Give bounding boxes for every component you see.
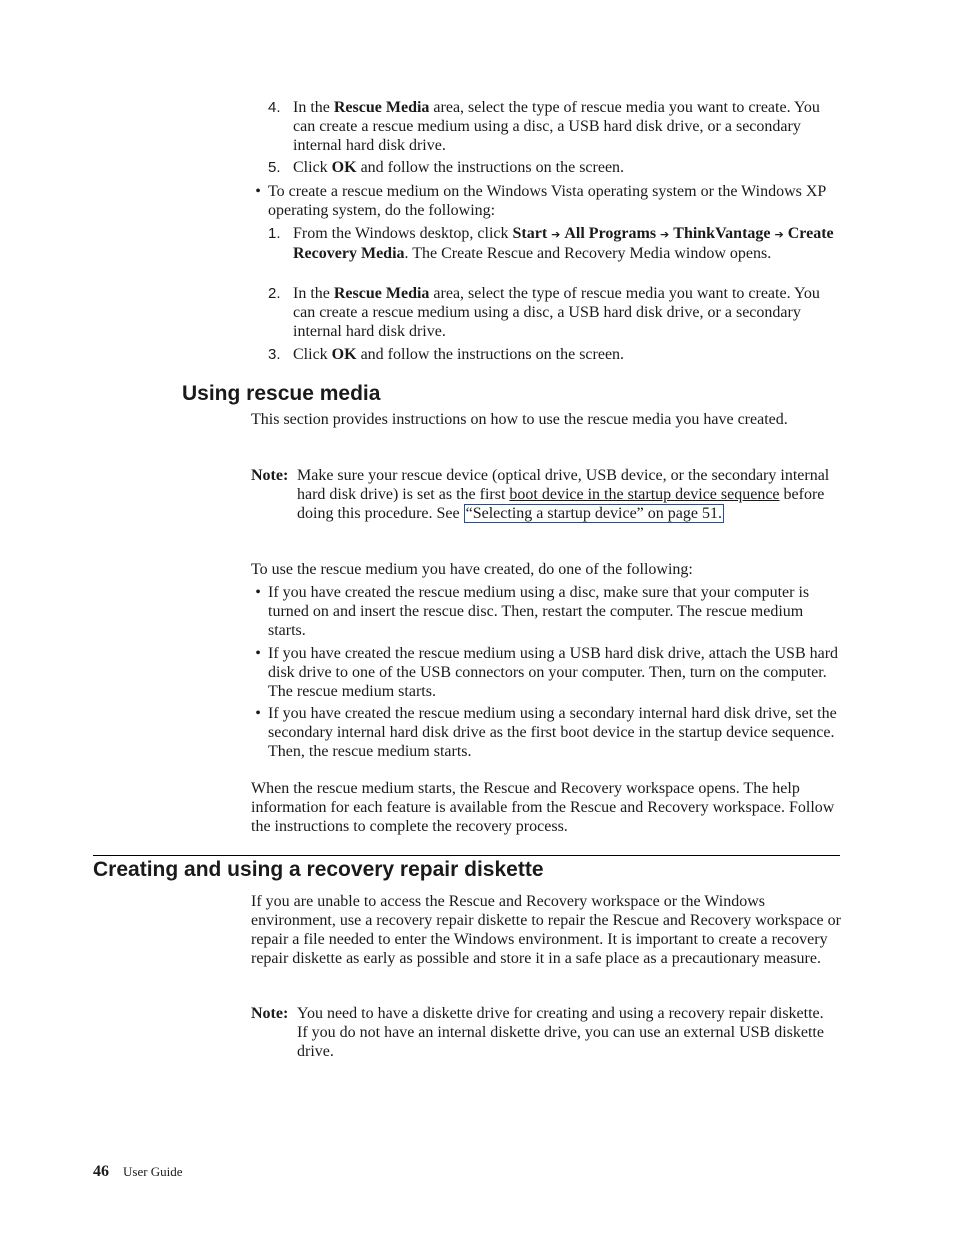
section-heading: Creating and using a recovery repair diskette [93,858,544,881]
item-number: 2. [268,285,281,302]
note-label: Note: [251,1005,289,1022]
item-text: From the Windows desktop, click Start ➔ All Programs ➔ ThinkVantage ➔ Create Recovery Media. The Create Rescue and Recovery Media window opens. [293,225,834,262]
underlined-term: boot device in the startup device sequence [509,486,780,503]
section-intro: This section provides instructions on how to use the rescue media you have created. [251,411,788,428]
closing-paragraph: When the rescue medium starts, the Rescue and Recovery workspace opens. The help information for each feature is available from the Rescue and Recovery workspace. Follow the instructions to complete the recovery process. [251,780,835,835]
item-text: Click OK and follow the instructions on the screen. [293,346,625,363]
item-text: Click OK and follow the instructions on the screen. [293,159,625,176]
item-text: In the Rescue Media area, select the type of rescue media you want to create. You can create a rescue medium using a disc, a USB hard disk drive, or a secondary internal hard disk drive. [293,285,820,340]
bullet-glyph: • [255,584,261,601]
guide-title: User Guide [123,1164,183,1179]
item-text: If you have created the rescue medium using a secondary internal hard disk drive, set the secondary internal hard disk drive as the first boot device in the startup device sequence. Then, the rescue medium starts. [268,705,837,760]
item-text: If you have created the rescue medium using a disc, make sure that your computer is turned on and insert the rescue disc. Then, restart the computer. The rescue medium starts. [268,584,810,639]
section-body: If you are unable to access the Rescue and Recovery workspace or the Windows environment, use a recovery repair diskette to repair the Rescue and Recovery workspace or repair a file needed to enter the Windows environment. It is important to create a recovery repair diskette as early as possible and store it in a safe place as a precautionary measure. [251,893,841,967]
item-number: 5. [268,159,281,176]
page-footer [93,1162,183,1181]
item-number: 1. [268,225,281,242]
item-number: 4. [268,99,281,116]
note-text: You need to have a diskette drive for creating and using a recovery repair diskette. If you do not have an internal diskette drive, you can use an external USB diskette drive. [297,1005,824,1060]
item-text: To create a rescue medium on the Windows Vista operating system or the Windows XP operating system, do the following: [268,183,826,219]
item-number: 3. [268,346,281,363]
item-text: If you have created the rescue medium using a USB hard disk drive, attach the USB hard disk drive to one of the USB connectors on your computer. Then, turn on the computer. The rescue medium starts. [268,645,839,700]
bullet-glyph: • [255,183,261,200]
bullet-glyph: • [255,645,261,662]
page-number: 46 [93,1163,109,1180]
note-text: Make sure your rescue device (optical drive, USB device, or the secondary internal hard disk drive) is set as the first boot device in the startup device sequence before doing this procedure. See “Selecting a startup device” on page 51. [297,467,830,522]
cross-reference-link[interactable]: “Selecting a startup device” on page 51. [465,505,722,522]
arrow-right-icon: ➔ [774,228,784,241]
bullet-glyph: • [255,705,261,722]
arrow-right-icon: ➔ [551,228,561,241]
lead-text: To use the rescue medium you have created, do one of the following: [251,561,693,578]
arrow-right-icon: ➔ [660,228,670,241]
note-label: Note: [251,467,289,484]
section-heading: Using rescue media [182,382,381,405]
item-text: In the Rescue Media area, select the type of rescue media you want to create. You can create a rescue medium using a disc, a USB hard disk drive, or a secondary internal hard disk drive. [293,99,820,154]
